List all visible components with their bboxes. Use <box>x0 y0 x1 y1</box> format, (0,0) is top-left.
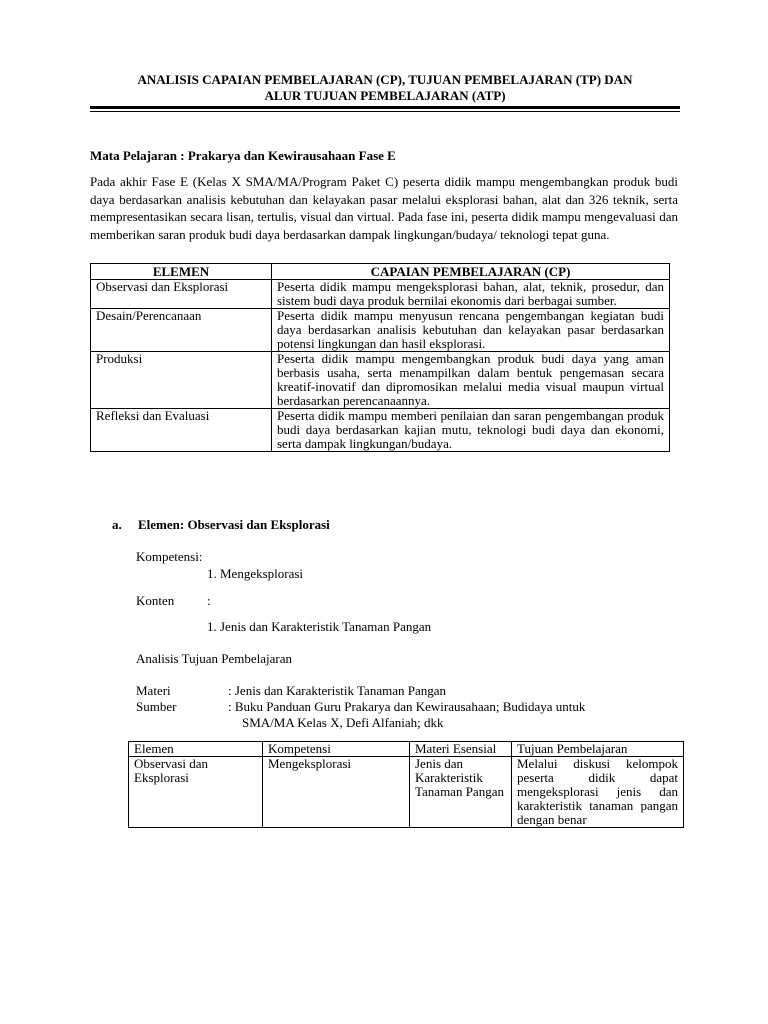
cp-elemen-cell: Refleksi dan Evaluasi <box>91 409 272 452</box>
section-a-label: a. <box>112 517 122 532</box>
sumber-value-line-2: SMA/MA Kelas X, Defi Alfaniah; dkk <box>242 715 444 730</box>
tp-table <box>128 741 684 828</box>
intro-paragraph: Pada akhir Fase E (Kelas X SMA/MA/Program Paket C) peserta didik mampu mengembangkan produk budi daya berdasarkan analisis kebutuhan dan kelayakan pasar melalui eksplorasi bahan, alat dan 326 teknik, serta mempresentasikan secara lisan, tertulis, visual dan virtual. Pada fase ini, peserta didik mampu mengevaluasi dan memberikan saran produk budi daya berdasarkan dampak lingkungan/budaya/ teknologi tepat guna. <box>90 174 678 242</box>
tp-header-tujuan: Tujuan Pembelajaran <box>512 742 684 757</box>
title-line-1: ANALISIS CAPAIAN PEMBELAJARAN (CP), TUJUAN PEMBELAJARAN (TP) DAN <box>137 72 633 87</box>
cp-desc-cell: Peserta didik mampu menyusun rencana pengembangan kegiatan budi daya berdasarkan analisis kebutuhan dan kelayakan pasar berdasarkan potensi lingkungan dan hasil eksplorasi. <box>272 309 670 352</box>
section-a-heading <box>112 517 330 533</box>
sumber-label: Sumber <box>136 699 177 714</box>
tp-materi-cell: Jenis dan Karakteristik Tanaman Pangan <box>410 757 512 828</box>
cp-header-cp: CAPAIAN PEMBELAJARAN (CP) <box>272 264 670 280</box>
tp-header-materi: Materi Esensial <box>410 742 512 757</box>
title-line-2: ALUR TUJUAN PEMBELAJARAN (ATP) <box>264 88 506 103</box>
table-row <box>91 280 670 309</box>
cp-desc-cell: Peserta didik mampu mengembangkan produk budi daya yang aman berbasis usaha, serta menampilkan dalam bentuk pengemasan secara kreatif-inovatif dan dipromosikan melalui media visual maupun virtual berdasarkan perencanaannya. <box>272 352 670 409</box>
cp-header-elemen: ELEMEN <box>91 264 272 280</box>
cp-table-header <box>91 264 670 280</box>
cp-elemen-cell: Produksi <box>91 352 272 409</box>
table-row <box>91 409 670 452</box>
table-row <box>91 352 670 409</box>
cp-desc-cell: Peserta didik mampu mengeksplorasi bahan, alat, teknik, prosedur, dan sistem budi daya produk bernilai ekonomis dari berbagai sumber. <box>272 280 670 309</box>
cp-elemen-cell: Observasi dan Eksplorasi <box>91 280 272 309</box>
tp-elemen-cell: Observasi dan Eksplorasi <box>129 757 263 828</box>
materi-label: Materi <box>136 683 171 698</box>
kompetensi-item: 1. Mengeksplorasi <box>207 566 304 581</box>
tp-table-header <box>129 742 684 757</box>
cp-desc-cell: Peserta didik mampu memberi penilaian dan saran pengembangan produk budi daya berdasarkan kajian mutu, teknologi budi daya dan ekonomi, serta dampak lingkungan/budaya. <box>272 409 670 452</box>
sumber-value-line-1: : Buku Panduan Guru Prakarya dan Kewirausahaan; Budidaya untuk <box>228 699 586 714</box>
konten-item: 1. Jenis dan Karakteristik Tanaman Pangan <box>207 619 432 634</box>
document-title <box>90 72 680 104</box>
title-divider-thick <box>90 106 680 109</box>
tp-tujuan-cell: Melalui diskusi kelompok peserta didik dapat mengeksplorasi jenis dan karakteristik tanaman pangan dengan benar <box>512 757 684 828</box>
tp-header-elemen: Elemen <box>129 742 263 757</box>
table-row <box>129 757 684 828</box>
tp-header-kompetensi: Kompetensi <box>263 742 410 757</box>
cp-table <box>90 263 670 452</box>
materi-value: : Jenis dan Karakteristik Tanaman Pangan <box>228 683 446 698</box>
subject-heading: Mata Pelajaran : Prakarya dan Kewirausahaan Fase E <box>90 148 396 163</box>
table-row <box>91 309 670 352</box>
cp-elemen-cell: Desain/Perencanaan <box>91 309 272 352</box>
konten-colon: : <box>207 593 211 608</box>
section-a-title: Elemen: Observasi dan Eksplorasi <box>138 517 330 532</box>
konten-label: Konten <box>136 593 175 608</box>
analisis-label: Analisis Tujuan Pembelajaran <box>136 651 292 666</box>
tp-kompetensi-cell: Mengeksplorasi <box>263 757 410 828</box>
kompetensi-label: Kompetensi: <box>136 549 203 564</box>
title-divider-thin <box>90 111 680 112</box>
